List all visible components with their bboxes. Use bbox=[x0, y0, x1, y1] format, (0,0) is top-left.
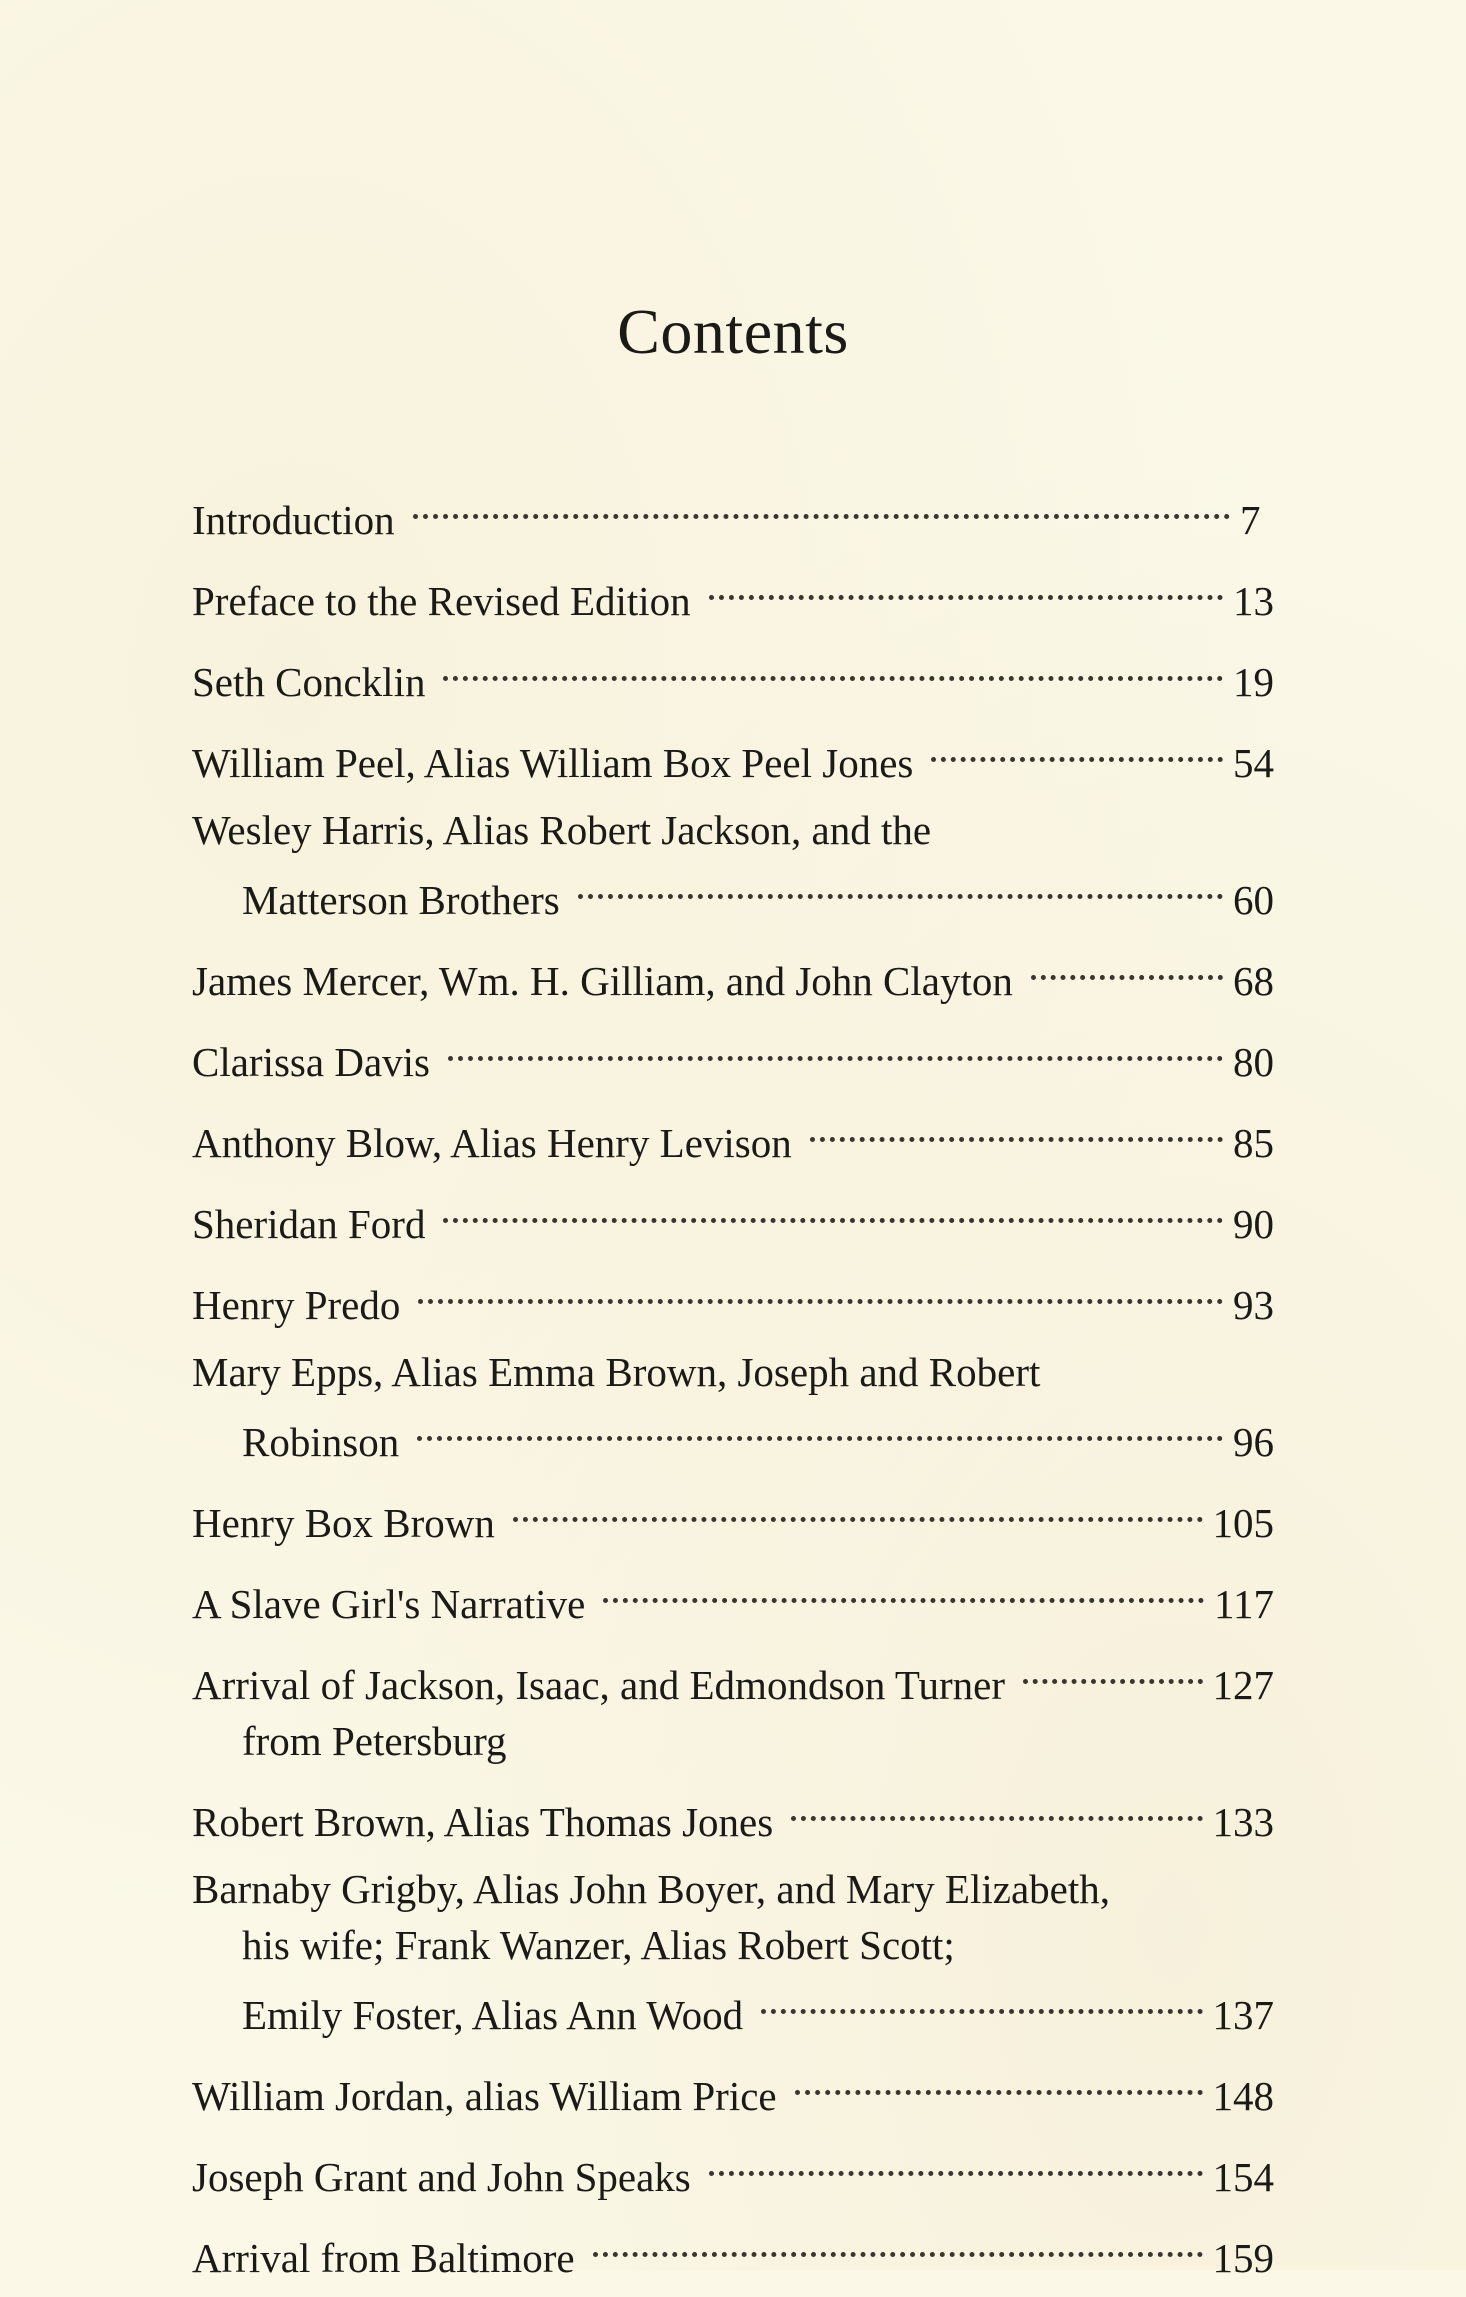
toc-page-number: 96 bbox=[1233, 1419, 1274, 1465]
toc-entry-title: William Jordan, alias William Price bbox=[192, 2073, 777, 2119]
toc-entry bbox=[192, 1780, 1274, 1850]
toc-entry bbox=[192, 1020, 1274, 1090]
toc-page-number: 137 bbox=[1212, 1992, 1274, 2038]
toc-entry bbox=[192, 939, 1274, 1009]
dot-leader bbox=[1023, 1643, 1202, 1699]
toc-entry bbox=[192, 640, 1274, 710]
dot-leader bbox=[791, 1780, 1202, 1836]
dot-leader bbox=[417, 1400, 1223, 1456]
toc-entry-line bbox=[192, 559, 1274, 629]
toc-page-number: 68 bbox=[1233, 958, 1274, 1004]
dot-leader bbox=[761, 1973, 1202, 2029]
toc-entry bbox=[192, 2054, 1274, 2124]
dot-leader bbox=[709, 2135, 1203, 2191]
toc-entry-line bbox=[192, 858, 1274, 928]
toc-entry-title: Robert Brown, Alias Thomas Jones bbox=[192, 1799, 774, 1845]
dot-leader bbox=[709, 559, 1223, 615]
toc-entry-title: Arrival of Jackson, Isaac, and Edmondson Turner bbox=[192, 1662, 1006, 1708]
toc-entry-line bbox=[192, 1344, 1274, 1400]
toc-entry-title: James Mercer, Wm. H. Gilliam, and John Clayton bbox=[192, 958, 1013, 1004]
toc-entry bbox=[192, 478, 1274, 548]
toc-entry-line bbox=[192, 1562, 1274, 1632]
toc-entry-title: Sheridan Ford bbox=[192, 1201, 426, 1247]
page-title: Contents bbox=[617, 296, 849, 367]
dot-leader bbox=[578, 858, 1223, 914]
toc-page-number: 13 bbox=[1233, 578, 1274, 624]
toc-entry-title: Wesley Harris, Alias Robert Jackson, and the bbox=[192, 807, 932, 853]
dot-leader bbox=[795, 2054, 1203, 2110]
toc-entry bbox=[192, 1481, 1274, 1551]
toc-page-number: 85 bbox=[1233, 1120, 1274, 1166]
toc-page-number: 105 bbox=[1212, 1500, 1274, 1546]
toc-entry-line bbox=[192, 721, 1274, 791]
toc-entry-title: Clarissa Davis bbox=[192, 1039, 430, 1085]
toc-entry-title: Matterson Brothers bbox=[242, 877, 560, 923]
toc-entry bbox=[192, 1101, 1274, 1171]
dot-leader bbox=[413, 478, 1230, 534]
toc-entry-line bbox=[192, 1481, 1274, 1551]
toc-entry-line bbox=[192, 2135, 1274, 2205]
toc-entry-title: Seth Concklin bbox=[192, 659, 426, 705]
toc-page-number: 19 bbox=[1233, 659, 1274, 705]
toc-entry-title: Mary Epps, Alias Emma Brown, Joseph and Robert bbox=[192, 1349, 1041, 1395]
toc-entry-line bbox=[192, 1263, 1274, 1333]
toc-entry-line bbox=[192, 1973, 1274, 2043]
toc-entry-line bbox=[192, 1182, 1274, 1252]
toc-page-number: 93 bbox=[1233, 1282, 1274, 1328]
toc-entry bbox=[192, 2135, 1274, 2205]
toc-entry-title: Arrival from Baltimore bbox=[192, 2235, 575, 2281]
dot-leader bbox=[1031, 939, 1223, 995]
dot-leader bbox=[810, 1101, 1223, 1157]
toc-entry-title: his wife; Frank Wanzer, Alias Robert Scott; bbox=[242, 1922, 955, 1968]
toc-entry bbox=[192, 1344, 1274, 1470]
toc-entry bbox=[192, 1562, 1274, 1632]
toc-entry-line bbox=[192, 1101, 1274, 1171]
toc-page-number: 154 bbox=[1212, 2154, 1274, 2200]
toc-entry-line bbox=[192, 478, 1274, 548]
toc-page-number: 54 bbox=[1233, 740, 1274, 786]
toc-entry-line bbox=[192, 1780, 1274, 1850]
dot-leader bbox=[418, 1263, 1223, 1319]
toc-entry-title: A Slave Girl's Narrative bbox=[192, 1581, 586, 1627]
toc-entry-title: Joseph Grant and John Speaks bbox=[192, 2154, 691, 2200]
toc-entry-line bbox=[192, 1713, 1274, 1769]
dot-leader bbox=[443, 640, 1223, 696]
toc-entry-title: Anthony Blow, Alias Henry Levison bbox=[192, 1120, 792, 1166]
toc-entry-line bbox=[192, 1861, 1274, 1917]
toc-entry-line bbox=[192, 802, 1274, 858]
toc-entry-line bbox=[192, 939, 1274, 1009]
dot-leader bbox=[443, 1182, 1223, 1238]
toc-entry bbox=[192, 1182, 1274, 1252]
toc-entry bbox=[192, 559, 1274, 629]
dot-leader bbox=[603, 1562, 1204, 1618]
toc-entry-title: Introduction bbox=[192, 497, 395, 543]
toc-entry-line bbox=[192, 640, 1274, 710]
dot-leader bbox=[931, 721, 1223, 777]
toc-entry-line bbox=[192, 2216, 1274, 2286]
toc-page-number: 7 bbox=[1240, 497, 1261, 543]
toc-entry bbox=[192, 802, 1274, 928]
toc-page-number: 60 bbox=[1233, 877, 1274, 923]
toc-entry-title: Henry Box Brown bbox=[192, 1500, 495, 1546]
toc-entry-line bbox=[192, 1643, 1274, 1713]
toc-entry-title: Emily Foster, Alias Ann Wood bbox=[242, 1992, 744, 2038]
table-of-contents bbox=[192, 478, 1274, 2297]
toc-page-number: 133 bbox=[1212, 1799, 1274, 1845]
toc-entry bbox=[192, 1263, 1274, 1333]
dot-leader bbox=[593, 2216, 1203, 2272]
toc-page-number: 148 bbox=[1212, 2073, 1274, 2119]
toc-entry-title: Preface to the Revised Edition bbox=[192, 578, 691, 624]
toc-entry-line bbox=[192, 1400, 1274, 1470]
toc-entry-title: from Petersburg bbox=[242, 1718, 507, 1764]
toc-page-number: 159 bbox=[1212, 2235, 1274, 2281]
toc-entry-line bbox=[192, 1020, 1274, 1090]
toc-entry-line bbox=[192, 1917, 1274, 1973]
toc-entry bbox=[192, 2216, 1274, 2286]
toc-page-number: 90 bbox=[1233, 1201, 1274, 1247]
dot-leader bbox=[513, 1481, 1203, 1537]
toc-page-number: 117 bbox=[1214, 1581, 1274, 1627]
toc-entry-line bbox=[192, 2054, 1274, 2124]
dot-leader bbox=[448, 1020, 1223, 1076]
toc-page-number: 80 bbox=[1233, 1039, 1274, 1085]
toc-entry-title: Barnaby Grigby, Alias John Boyer, and Mary Elizabeth, bbox=[192, 1866, 1110, 1912]
toc-entry-title: Henry Predo bbox=[192, 1282, 401, 1328]
toc-entry-title: Robinson bbox=[242, 1419, 400, 1465]
toc-page-number: 127 bbox=[1212, 1662, 1274, 1708]
toc-entry bbox=[192, 721, 1274, 791]
toc-entry bbox=[192, 1861, 1274, 2043]
toc-entry bbox=[192, 1643, 1274, 1769]
toc-entry-title: William Peel, Alias William Box Peel Jones bbox=[192, 740, 914, 786]
